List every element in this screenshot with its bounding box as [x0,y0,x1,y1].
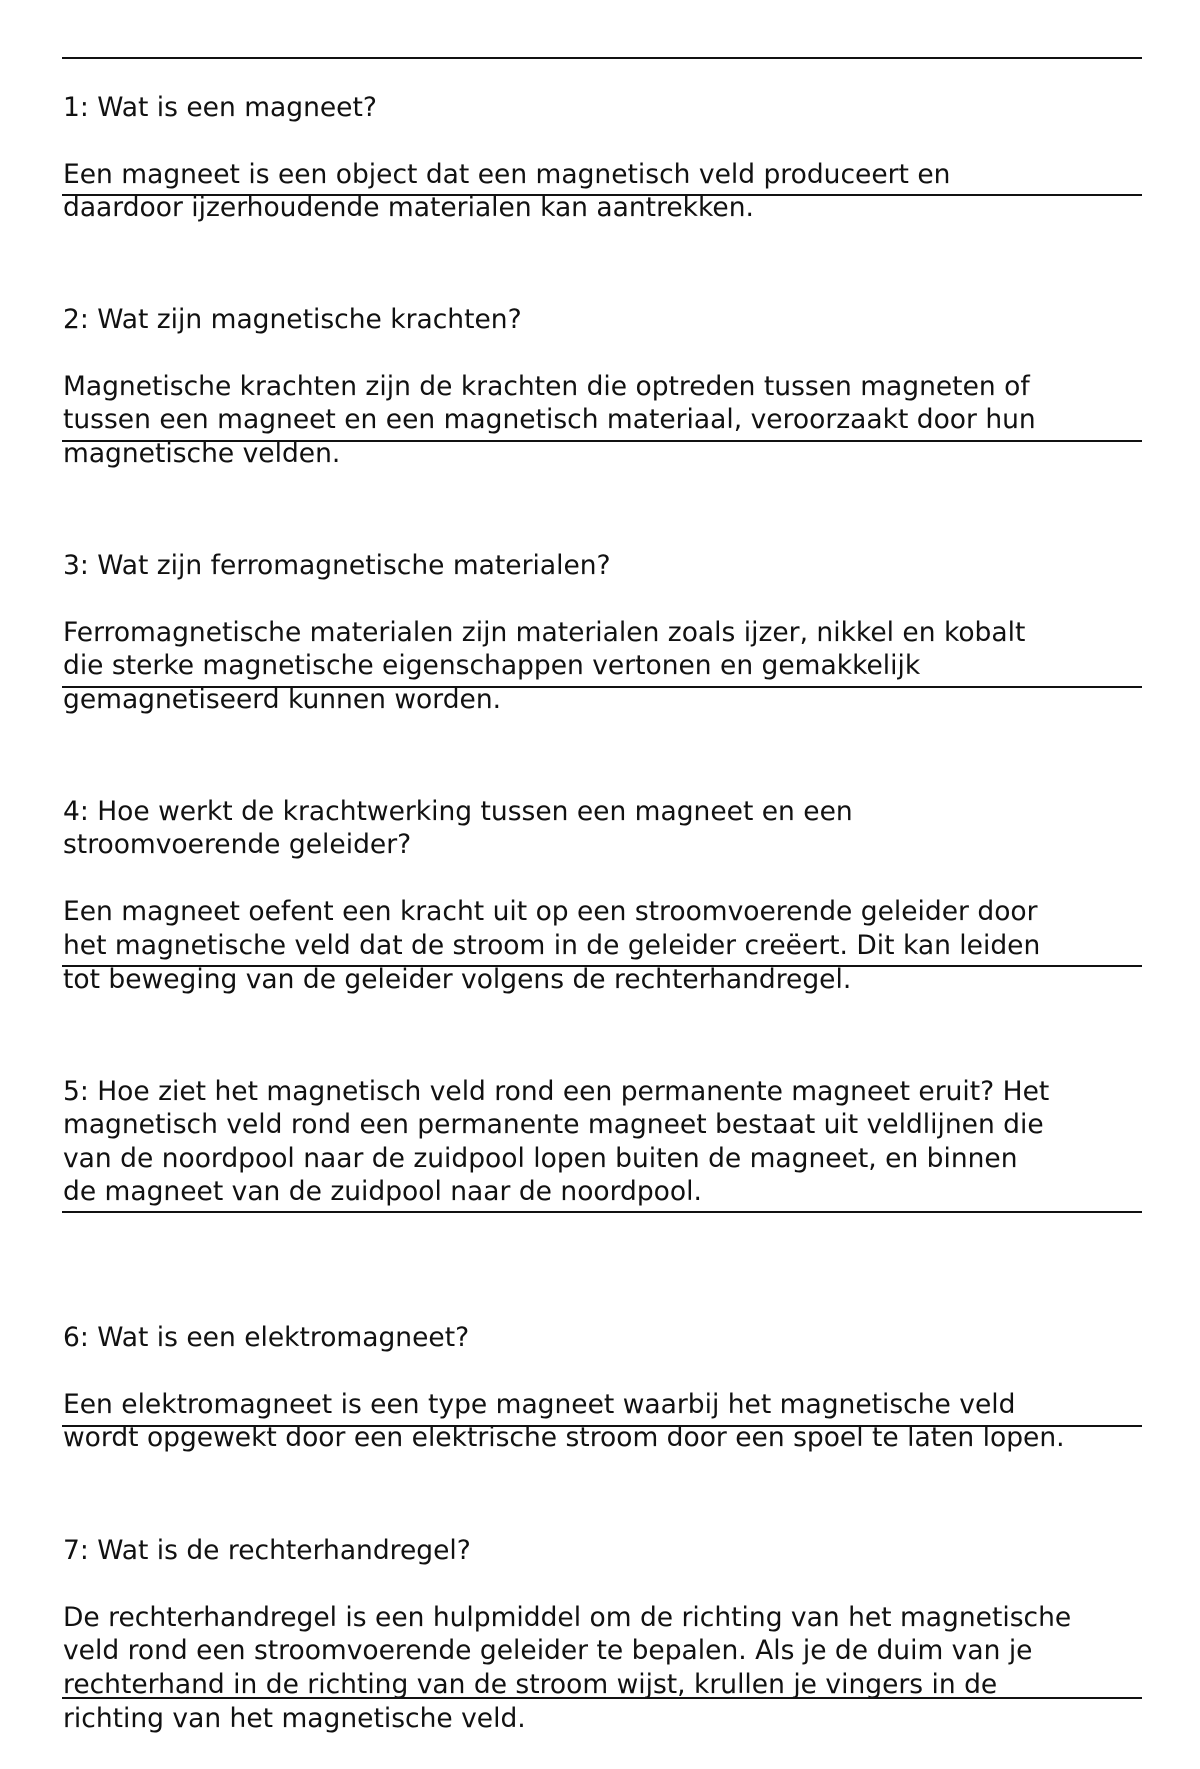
qa-block-1 [63,57,1143,259]
divider-bottom [62,1697,1142,1699]
qa-block-6 [63,1287,1143,1489]
question-3: 3: Wat zijn ferromagnetische materialen? [63,549,611,581]
qa-block-7 [63,1500,1143,1769]
divider-2 [62,440,1142,442]
qa-block-4 [63,761,1143,1030]
qa-block-2 [63,269,1143,504]
divider-1 [62,194,1142,196]
question-2: 2: Wat zijn magnetische krachten? [63,303,522,335]
answer-1: Een magneet is een object dat een magnetisch veld produceert en daardoor ijzerhoudende materialen kan aantrekken. [63,158,951,224]
question-4: 4: Hoe werkt de krachtwerking tussen een magneet en een stroomvoerende geleider? [63,795,853,861]
divider-3 [62,686,1142,688]
answer-4: Een magneet oefent een kracht uit op een stroomvoerende geleider door het magnetische veld dat de stroom in de geleider creëert. Dit kan leiden tot beweging van de geleider volgens de rechterhandregel. [63,896,1041,995]
answer-7: De rechterhandregel is een hulpmiddel om de richting van het magnetische veld rond een stroomvoerende geleider te bepalen. Als je de duim van je rechterhand in de richting van de stroom wijst, krullen je vingers in de richting van het magnetische veld. [63,1601,1072,1734]
question-7: 7: Wat is de rechterhandregel? [63,1534,471,1566]
question-1: 1: Wat is een magneet? [63,91,377,123]
answer-3: Ferromagnetische materialen zijn materialen zoals ijzer, nikkel en kobalt die sterke magnetische eigenschappen vertonen en gemakkelijk gemagnetiseerd kunnen worden. [63,616,1026,715]
divider-6 [62,1425,1142,1427]
qa-block-3 [63,515,1143,750]
answer-6: Een elektromagneet is een type magneet waarbij het magnetische veld wordt opgewekt door een elektrische stroom door een spoel te laten lopen. [63,1388,1065,1454]
divider-5 [62,1211,1142,1213]
question-5: 5: Hoe ziet het magnetisch veld rond een permanente magneet eruit? Het magnetisch veld rond een permanente magneet bestaat uit veldlijnen die van de noordpool naar de zuidpool lopen buiten de magneet, en binnen de magneet van de zuidpool naar de noordpool. [63,1075,1050,1208]
question-6: 6: Wat is een elektromagneet? [63,1321,470,1353]
answer-2: Magnetische krachten zijn de krachten die optreden tussen magneten of tussen een magneet en een magnetisch materiaal, veroorzaakt door hun magnetische velden. [63,370,1036,469]
divider-4 [62,965,1142,967]
